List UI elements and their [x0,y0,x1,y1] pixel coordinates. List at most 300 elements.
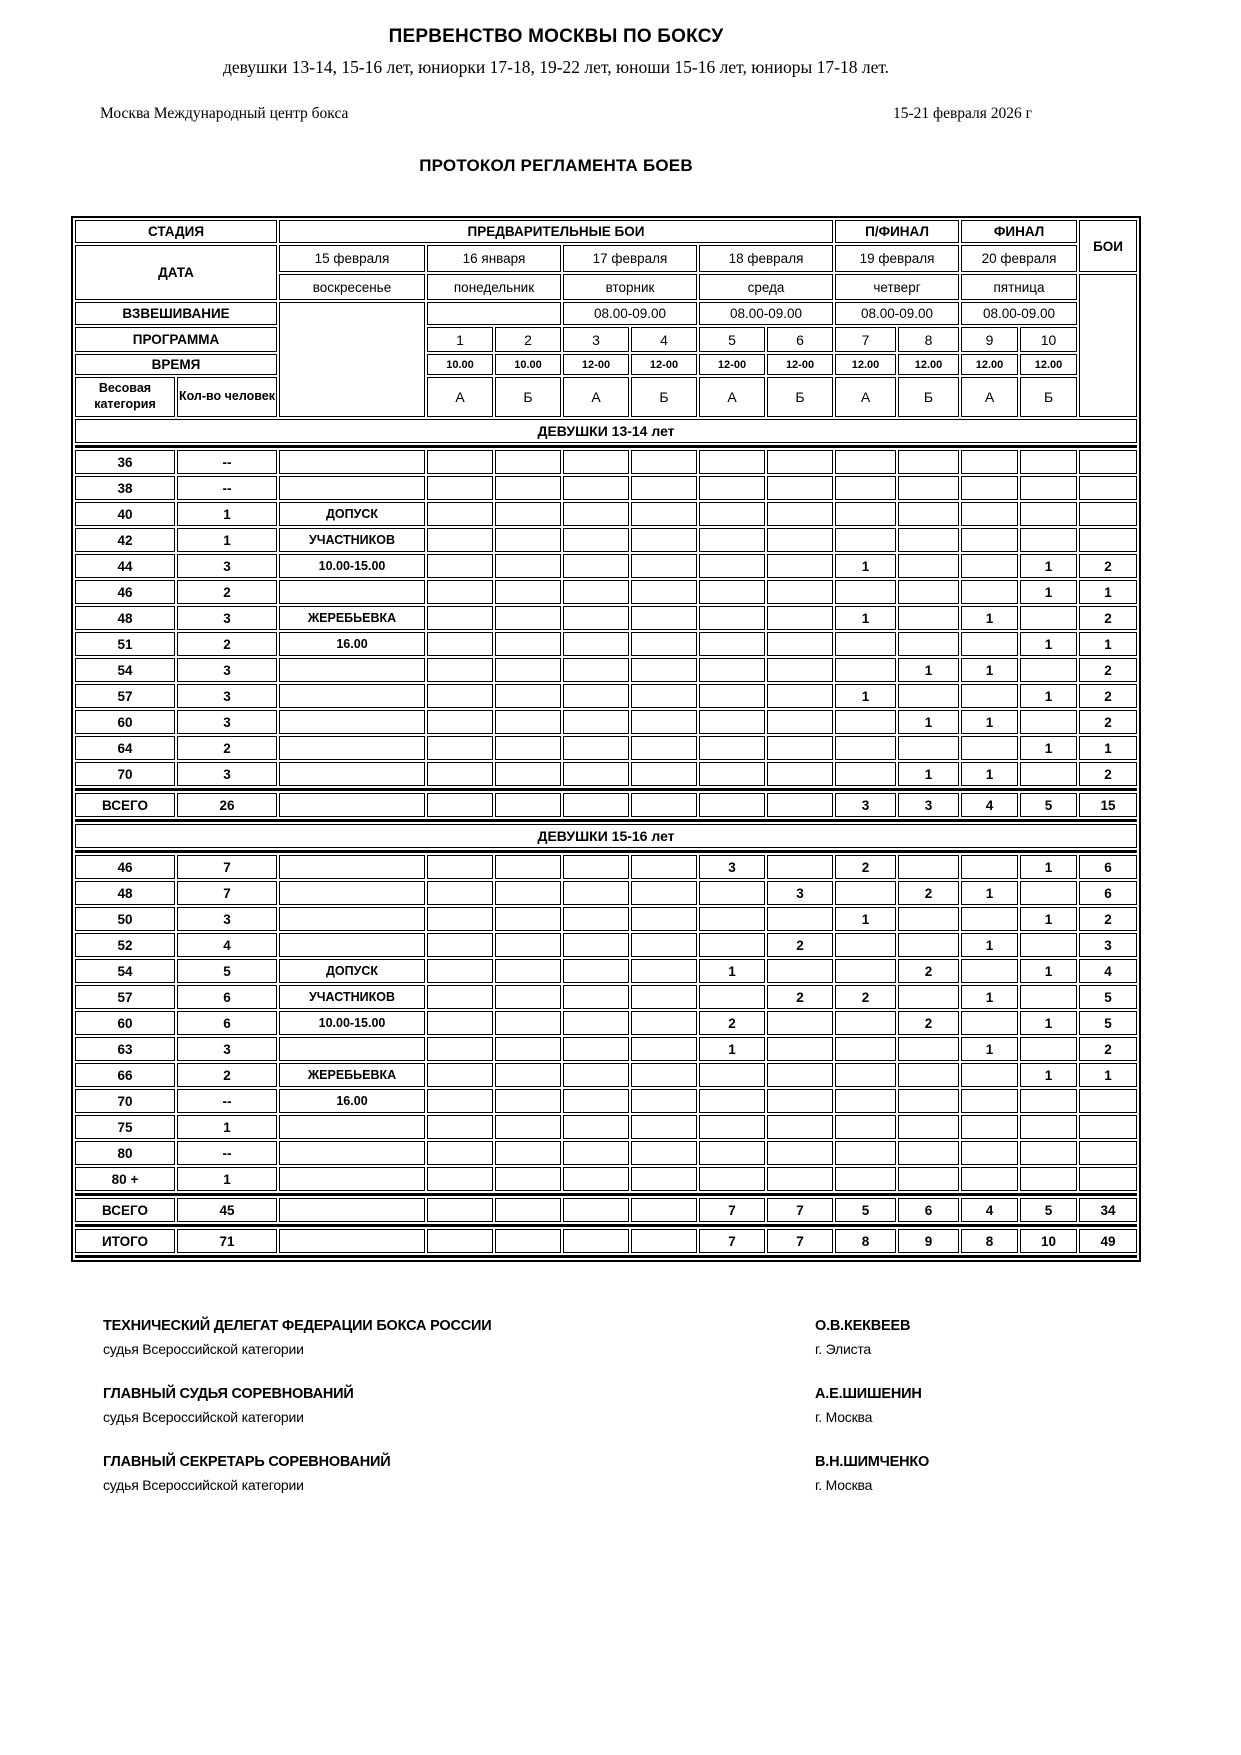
bout-count-cell: 2 [898,1011,959,1035]
bout-count-cell: 1 [898,658,959,682]
bout-count-cell [563,762,629,786]
bout-count-cell [767,1011,833,1035]
bout-count-cell [835,476,896,500]
weight-category-cell: 36 [75,450,175,474]
bout-count-cell [898,855,959,879]
total-count-cell: 45 [177,1198,277,1222]
weight-category-cell: 60 [75,1011,175,1035]
total-bout-cell: 6 [898,1198,959,1222]
bout-count-cell [1020,933,1077,957]
weight-row [75,1037,1137,1061]
bout-count-cell [631,1167,697,1191]
bout-count-cell: 1 [898,762,959,786]
weight-row [75,528,1137,552]
ring-cell: А [961,377,1018,417]
bout-count-cell [631,476,697,500]
weight-row [75,658,1137,682]
bout-count-cell [495,881,561,905]
bouts-sum-cell: 6 [1079,881,1137,905]
bout-count-cell [767,502,833,526]
schedule-note-cell [279,1167,425,1191]
schedule-note-cell [279,710,425,734]
bout-count-cell [631,1011,697,1035]
athlete-count-cell: -- [177,1089,277,1113]
bout-count-cell [631,933,697,957]
official-role: ГЛАВНЫЙ СЕКРЕТАРЬ СОРЕВНОВАНИЙ [103,1454,391,1470]
bout-count-cell: 2 [699,1011,765,1035]
athlete-count-cell: -- [177,476,277,500]
bout-count-cell [961,476,1018,500]
total-bout-cell [427,1229,493,1253]
bouts-sum-cell: 2 [1079,658,1137,682]
weight-category-cell: 52 [75,933,175,957]
bout-count-cell [495,1115,561,1139]
schedule-note-cell [279,881,425,905]
total-bout-cell [495,793,561,817]
bout-count-cell [898,985,959,1009]
venue-label: Москва Международный центр бокса [100,105,349,122]
bout-count-cell [631,1037,697,1061]
session-time-cell: 12.00 [898,354,959,375]
bout-count-cell: 3 [699,855,765,879]
total-bout-cell: 7 [767,1198,833,1222]
weighin-label-cell: ВЗВЕШИВАНИЕ [75,302,277,325]
thick-separator [75,850,1137,853]
bouts-sum-cell: 2 [1079,606,1137,630]
official-block [103,1454,1241,1493]
weight-row [75,580,1137,604]
bout-count-cell [767,606,833,630]
bout-count-cell [767,762,833,786]
bout-count-cell [835,1089,896,1113]
bout-count-cell [495,1167,561,1191]
meta-row [72,105,1040,123]
weight-category-header: Весовая категория [75,377,175,417]
bout-count-cell [699,658,765,682]
bout-count-cell [699,580,765,604]
weight-row [75,606,1137,630]
bout-count-cell: 1 [961,933,1018,957]
total-bout-cell: 4 [961,793,1018,817]
total-bout-cell: 8 [835,1229,896,1253]
bout-count-cell [835,632,896,656]
total-bout-cell: 5 [835,1198,896,1222]
bout-count-cell [699,684,765,708]
weekday-cell: четверг [835,274,959,300]
bout-count-cell [835,959,896,983]
bout-count-cell [563,658,629,682]
bout-count-cell [767,658,833,682]
bout-count-cell [563,606,629,630]
bout-count-cell [563,710,629,734]
bout-count-cell [631,762,697,786]
protocol-title: ПРОТОКОЛ РЕГЛАМЕНТА БОЕВ [419,156,693,175]
bout-count-cell [898,1167,959,1191]
bout-count-cell [898,933,959,957]
bouts-sum-cell: 4 [1079,959,1137,983]
weight-row [75,1063,1137,1087]
weight-category-cell: 44 [75,554,175,578]
officials-footer [103,1318,1241,1493]
total-note-cell [279,793,425,817]
official-role: ГЛАВНЫЙ СУДЬЯ СОРЕВНОВАНИЙ [103,1386,354,1402]
bout-count-cell [495,528,561,552]
bout-count-cell [563,1089,629,1113]
session-time-cell: 12-00 [767,354,833,375]
bout-count-cell [699,632,765,656]
bout-count-cell [631,502,697,526]
bout-count-cell [495,1141,561,1165]
bouts-sum-cell: 2 [1079,907,1137,931]
bout-count-cell [495,502,561,526]
bout-count-cell: 1 [1020,959,1077,983]
bout-count-cell [427,933,493,957]
bout-count-cell: 1 [699,1037,765,1061]
session-time-cell: 12.00 [1020,354,1077,375]
bout-count-cell [767,632,833,656]
weighin-time-cell: 08.00-09.00 [961,302,1077,325]
official-category: судья Всероссийской категории [103,1477,304,1493]
total-bout-cell [495,1198,561,1222]
total-bout-cell: 9 [898,1229,959,1253]
total-bout-cell: 5 [1020,1198,1077,1222]
bout-count-cell: 1 [835,606,896,630]
bout-count-cell: 1 [898,710,959,734]
bouts-sum-cell: 6 [1079,855,1137,879]
bout-count-cell: 2 [835,985,896,1009]
bout-count-cell [835,658,896,682]
bout-count-cell [699,450,765,474]
program-number-cell: 2 [495,327,561,352]
bout-count-cell [427,736,493,760]
bout-count-cell [1020,1089,1077,1113]
total-bout-cell [631,1229,697,1253]
total-bout-cell [427,793,493,817]
bout-count-cell [495,684,561,708]
date-cell: 17 февраля [563,245,697,272]
athlete-count-cell: 4 [177,933,277,957]
bout-count-cell [631,684,697,708]
bout-count-cell [767,736,833,760]
total-label-cell: ВСЕГО [75,1198,175,1222]
bout-count-cell [835,736,896,760]
athlete-count-cell: 1 [177,502,277,526]
weight-row [75,907,1137,931]
bout-count-cell [631,1115,697,1139]
weight-row [75,1141,1137,1165]
athlete-count-cell: 2 [177,1063,277,1087]
bout-count-cell [699,502,765,526]
bout-count-cell [961,632,1018,656]
official-category: судья Всероссийской категории [103,1409,304,1425]
total-bout-cell [563,1229,629,1253]
bout-count-cell [631,658,697,682]
bout-count-cell [898,1115,959,1139]
bout-count-cell [495,476,561,500]
session-time-cell: 12-00 [563,354,629,375]
program-label-cell: ПРОГРАММА [75,327,277,352]
date-cell: 20 февраля [961,245,1077,272]
weight-category-cell: 66 [75,1063,175,1087]
bout-count-cell [631,985,697,1009]
weight-row [75,762,1137,786]
bout-count-cell [631,606,697,630]
bout-count-cell [699,476,765,500]
total-bout-cell: 7 [699,1229,765,1253]
bout-count-cell: 1 [835,684,896,708]
bout-count-cell [631,554,697,578]
weight-row [75,855,1137,879]
athlete-count-cell: 5 [177,959,277,983]
total-bout-cell [563,1198,629,1222]
total-bout-cell: 7 [699,1198,765,1222]
bout-count-cell [898,580,959,604]
official-name-block [815,1318,910,1357]
bout-count-cell: 1 [961,762,1018,786]
athlete-count-cell: 3 [177,907,277,931]
bout-count-cell [631,528,697,552]
bouts-sum-cell [1079,502,1137,526]
bout-count-cell [898,450,959,474]
athlete-count-cell: -- [177,1141,277,1165]
bout-count-cell [767,580,833,604]
official-block [103,1318,1241,1357]
bout-count-cell: 1 [961,710,1018,734]
total-note-cell [279,1198,425,1222]
bout-count-cell [563,959,629,983]
thick-separator [75,445,1137,448]
bout-count-cell [1020,528,1077,552]
bout-count-cell [767,907,833,931]
weight-row [75,959,1137,983]
bout-count-cell [767,710,833,734]
bout-count-cell [427,855,493,879]
bout-count-cell [427,580,493,604]
bout-count-cell [631,959,697,983]
thick-separator [75,788,1137,791]
bout-count-cell [427,476,493,500]
stage-header-row [75,220,1137,243]
bout-count-cell [767,1167,833,1191]
program-number-cell: 10 [1020,327,1077,352]
bout-count-cell [898,606,959,630]
bout-count-cell: 2 [835,855,896,879]
bout-count-cell [1020,881,1077,905]
bout-count-cell [898,1037,959,1061]
bouts-sum-cell [1079,1141,1137,1165]
bout-count-cell [1020,985,1077,1009]
bout-count-cell [495,1089,561,1113]
total-bout-cell: 3 [898,793,959,817]
total-bouts-sum-cell: 15 [1079,793,1137,817]
program-number-cell: 8 [898,327,959,352]
weighin-time-cell: 08.00-09.00 [563,302,697,325]
bout-count-cell [835,502,896,526]
bout-count-cell [898,1141,959,1165]
athlete-count-cell: 6 [177,985,277,1009]
weight-row [75,710,1137,734]
bout-count-cell [1020,1141,1077,1165]
bout-count-cell [898,684,959,708]
bout-count-cell [835,1141,896,1165]
weight-category-cell: 80 [75,1141,175,1165]
bout-count-cell [495,907,561,931]
bout-count-cell [898,476,959,500]
official-role: ТЕХНИЧЕСКИЙ ДЕЛЕГАТ ФЕДЕРАЦИИ БОКСА РОССИИ [103,1318,492,1334]
ring-cell: Б [898,377,959,417]
bout-count-cell [495,1063,561,1087]
bout-count-cell [427,528,493,552]
bout-count-cell [961,1011,1018,1035]
total-bout-cell: 5 [1020,793,1077,817]
bout-count-cell [427,1089,493,1113]
bouts-sum-cell: 1 [1079,1063,1137,1087]
weight-row [75,632,1137,656]
bout-count-cell [427,1115,493,1139]
bout-count-cell [961,554,1018,578]
bout-count-cell [495,855,561,879]
schedule-note-cell [279,580,425,604]
official-name: О.В.КЕКВЕЕВ [815,1318,911,1334]
bout-count-cell [699,1115,765,1139]
bouts-sum-cell: 1 [1079,736,1137,760]
session-time-cell: 12.00 [835,354,896,375]
bout-count-cell [495,1037,561,1061]
stage-label-cell: СТАДИЯ [75,220,277,243]
weight-category-cell: 46 [75,855,175,879]
bout-count-cell [767,959,833,983]
bout-count-cell: 1 [835,554,896,578]
bout-count-cell [427,710,493,734]
program-number-cell: 3 [563,327,629,352]
bouts-sum-cell: 3 [1079,933,1137,957]
weight-category-cell: 64 [75,736,175,760]
total-bout-cell: 7 [767,1229,833,1253]
bout-count-cell [767,855,833,879]
weight-row [75,1011,1137,1035]
athlete-count-cell: -- [177,450,277,474]
program-row [75,327,1137,352]
bout-count-cell: 1 [1020,855,1077,879]
bout-count-cell: 1 [1020,632,1077,656]
bout-count-cell: 2 [898,959,959,983]
bout-count-cell: 1 [1020,684,1077,708]
date-cell: 19 февраля [835,245,959,272]
total-bout-cell [631,1198,697,1222]
bout-count-cell [563,881,629,905]
schedule-note-cell: 10.00-15.00 [279,1011,425,1035]
bout-count-cell: 1 [1020,580,1077,604]
bout-count-cell [427,762,493,786]
bout-count-cell [427,450,493,474]
bout-count-cell: 2 [767,985,833,1009]
competition-subtitle: девушки 13-14, 15-16 лет, юниорки 17-18, 19-22 лет, юноши 15-16 лет, юниоры 17-18 лет. [222,57,890,77]
bouts-sum-cell: 2 [1079,684,1137,708]
official-name: В.Н.ШИМЧЕНКО [815,1454,930,1470]
bout-count-cell [961,907,1018,931]
bout-count-cell [1020,1115,1077,1139]
bout-count-cell [898,632,959,656]
schedule-note-cell [279,476,425,500]
bout-count-cell [427,959,493,983]
athlete-count-cell: 3 [177,710,277,734]
bouts-sum-cell: 5 [1079,985,1137,1009]
date-cell: 15 февраля [279,245,425,272]
bout-count-cell [767,1141,833,1165]
total-count-cell: 26 [177,793,277,817]
athlete-count-cell: 7 [177,881,277,905]
bout-count-cell [563,528,629,552]
bout-count-cell [699,1089,765,1113]
program-number-cell: 6 [767,327,833,352]
semifinal-cell: П/ФИНАЛ [835,220,959,243]
bout-count-cell [1020,1037,1077,1061]
weight-category-cell: 42 [75,528,175,552]
section-total-row [75,793,1137,817]
date-label-cell: ДАТА [75,245,277,300]
fight-regulation-table [71,216,1141,1262]
bout-count-cell [961,1167,1018,1191]
bout-count-cell [898,1063,959,1087]
weight-category-cell: 80 + [75,1167,175,1191]
bout-count-cell: 1 [961,1037,1018,1061]
bout-count-cell [427,1011,493,1035]
weight-category-cell: 63 [75,1037,175,1061]
weight-row [75,476,1137,500]
bout-count-cell [1020,502,1077,526]
athlete-count-cell: 3 [177,606,277,630]
thick-separator-bar [75,788,1137,791]
bout-count-cell: 1 [961,658,1018,682]
bout-count-cell [898,1089,959,1113]
weight-row [75,684,1137,708]
bouts-sum-cell [1079,1089,1137,1113]
bout-count-cell [699,933,765,957]
bout-count-cell [563,1115,629,1139]
bout-count-cell [835,1063,896,1087]
total-bout-cell: 8 [961,1229,1018,1253]
bout-count-cell [961,855,1018,879]
total-bout-cell [563,793,629,817]
bout-count-cell [835,450,896,474]
schedule-note-cell [279,855,425,879]
thick-separator-bar [75,1193,1137,1196]
schedule-note-cell: ЖЕРЕБЬЕВКА [279,1063,425,1087]
ring-cell: Б [1020,377,1077,417]
bout-count-cell [427,985,493,1009]
athlete-count-cell: 7 [177,855,277,879]
official-name-block [815,1454,929,1493]
weighin-time-cell: 08.00-09.00 [699,302,833,325]
official-city: г. Москва [815,1409,873,1425]
bout-count-cell: 1 [1020,554,1077,578]
weighin-time-cell: 08.00-09.00 [835,302,959,325]
bout-count-cell [835,933,896,957]
bout-count-cell [495,933,561,957]
total-bout-cell: 10 [1020,1229,1077,1253]
ring-cell: А [427,377,493,417]
athlete-count-cell: 3 [177,1037,277,1061]
athlete-count-cell: 3 [177,684,277,708]
bout-count-cell: 1 [835,907,896,931]
bouts-column-header: БОИ [1079,220,1137,272]
bout-count-cell [631,1063,697,1087]
bout-count-cell [1020,606,1077,630]
bout-count-cell [961,502,1018,526]
bout-count-cell [495,450,561,474]
bout-count-cell [767,1115,833,1139]
bout-count-cell [563,450,629,474]
